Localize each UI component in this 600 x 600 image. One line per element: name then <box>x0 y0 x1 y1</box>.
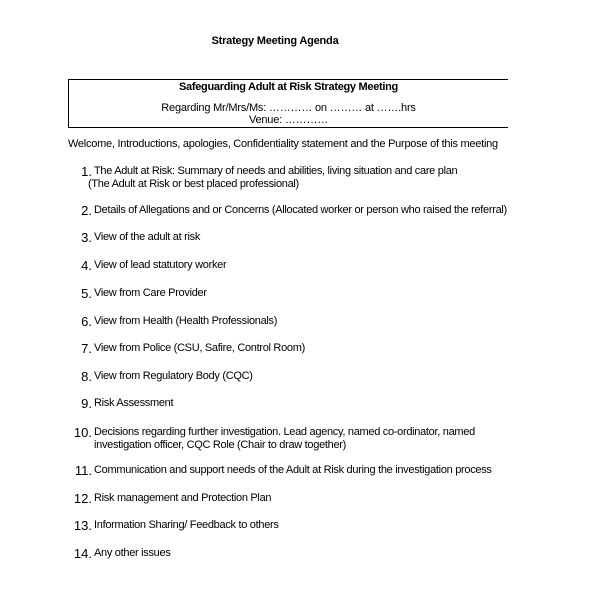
item-number: 4. <box>81 258 92 273</box>
regarding-line: Regarding Mr/Mrs/Ms: ………… on ……… at …….hrs <box>161 102 416 114</box>
document-title: Strategy Meeting Agenda <box>211 35 339 47</box>
item-number: 11. <box>74 463 92 478</box>
item-number: 13. <box>73 518 92 533</box>
meeting-title: Safeguarding Adult at Risk Strategy Meeting <box>179 81 398 93</box>
item-number: 2. <box>81 203 92 218</box>
item-text: Risk management and Protection Plan <box>94 492 272 504</box>
item-text: View of the adult at risk <box>94 231 201 243</box>
venue-line: Venue: ………… <box>248 114 329 126</box>
item-number: 8. <box>81 369 92 384</box>
item-text: Details of Allegations and or Concerns (Allocated worker or person who raised the referral) <box>94 204 507 216</box>
item-text: Risk Assessment <box>94 397 174 409</box>
item-number: 6. <box>81 314 92 329</box>
item-text: Information Sharing/ Feedback to others <box>94 519 279 531</box>
item-number: 1. <box>81 164 92 179</box>
meeting-header-box <box>68 79 508 128</box>
item-number: 3. <box>81 230 92 245</box>
item-text: View of lead statutory worker <box>94 259 227 271</box>
item-number: 10. <box>73 425 92 440</box>
item-text: View from Police (CSU, Safire, Control Room) <box>94 342 305 354</box>
item-text: The Adult at Risk: Summary of needs and abilities, living situation and care plan <box>94 165 458 177</box>
item-text: Any other issues <box>94 547 171 559</box>
item-number: 5. <box>81 286 92 301</box>
item-text: Decisions regarding further investigation. Lead agency, named co-ordinator, named <box>94 426 475 438</box>
item-text: View from Health (Health Professionals) <box>94 315 278 327</box>
item-number: 9. <box>81 396 92 411</box>
intro-line: Welcome, Introductions, apologies, Confidentiality statement and the Purpose of this meeting <box>68 138 498 150</box>
item-number: 14. <box>73 546 92 561</box>
item-text: View from Care Provider <box>94 287 207 299</box>
item-subtext: (The Adult at Risk or best placed professional) <box>88 178 299 190</box>
item-text: View from Regulatory Body (CQC) <box>94 370 253 382</box>
item-number: 7. <box>81 341 92 356</box>
item-number: 12. <box>73 491 92 506</box>
item-text: Communication and support needs of the Adult at Risk during the investigation process <box>94 464 492 476</box>
item-text-continued: investigation officer, CQC Role (Chair to draw together) <box>94 439 347 451</box>
